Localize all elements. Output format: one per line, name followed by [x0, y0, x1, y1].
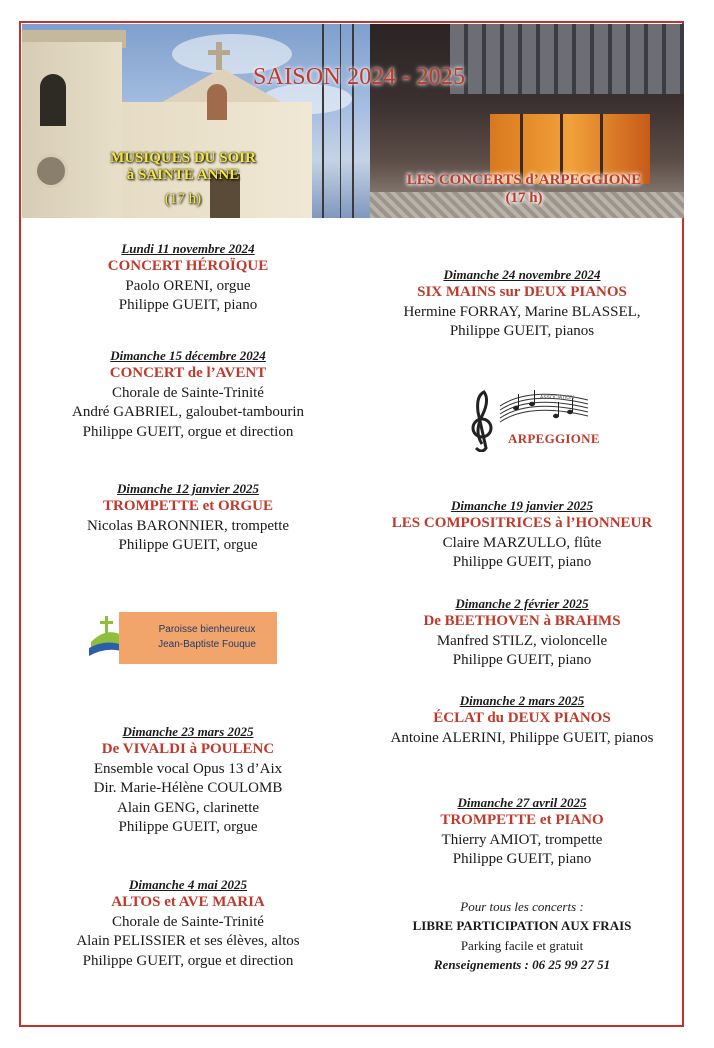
event-right-2 — [360, 497, 684, 573]
season-title: SAISON 2024 - 2025 — [253, 64, 466, 90]
event-left-2 — [30, 347, 346, 442]
event-performer: Thierry AMIOT, trompette — [441, 831, 603, 848]
event-performer: Manfred STILZ, violoncelle — [436, 632, 608, 649]
event-performer: Antoine ALERINI, Philippe GUEIT, pianos — [390, 729, 654, 746]
event-performer: Philippe GUEIT, orgue — [118, 537, 258, 553]
sainte-anne-title-line2: à SAINTE ANNE — [126, 167, 240, 183]
event-performer: Claire MARZULLO, flûte — [442, 534, 602, 551]
event-date: Dimanche 2 mars 2025 — [459, 693, 585, 708]
event-title: LES COMPOSITRICES à l’HONNEUR — [391, 515, 653, 531]
event-performer: Paolo ORENI, orgue — [125, 277, 251, 294]
event-performer: Chorale de Sainte-Trinité — [112, 384, 264, 401]
event-performer: Alain PELISSIER et ses élèves, altos — [76, 933, 300, 949]
event-date: Dimanche 12 janvier 2025 — [117, 481, 259, 496]
event-right-5 — [360, 794, 684, 870]
event-performer: Philippe GUEIT, piano — [118, 297, 258, 313]
event-date: Dimanche 4 mai 2025 — [128, 877, 248, 892]
church-photo — [22, 24, 370, 218]
event-title: TROMPETTE et ORGUE — [102, 498, 273, 514]
paroisse-logo — [87, 612, 277, 664]
event-date: Lundi 11 novembre 2024 — [121, 241, 255, 256]
paroisse-name-line2: Jean-Baptiste Fouque — [158, 639, 256, 650]
event-performer: Dir. Marie-Hélène COULOMB — [93, 780, 283, 796]
event-title: CONCERT de l’AVENT — [109, 365, 267, 381]
arpeggione-logo — [460, 386, 600, 452]
arpeggione-title: LES CONCERTS d’ARPEGGIONE — [406, 172, 642, 188]
sainte-anne-time: (17 h) — [164, 191, 202, 207]
event-date: Dimanche 24 novembre 2024 — [443, 267, 601, 282]
event-right-4 — [360, 692, 684, 748]
event-left-3 — [30, 480, 346, 556]
event-performer: Hermine FORRAY, Marine BLASSEL, — [403, 303, 641, 320]
event-left-5 — [30, 876, 346, 971]
event-performer: Philippe GUEIT, piano — [452, 652, 592, 668]
event-title: De VIVALDI à POULENC — [101, 741, 275, 757]
event-performer: Philippe GUEIT, piano — [452, 851, 592, 867]
event-performer: Philippe GUEIT, orgue et direction — [82, 423, 294, 440]
event-performer: Philippe GUEIT, orgue — [118, 819, 258, 835]
event-title: ÉCLAT du DEUX PIANOS — [433, 710, 611, 726]
event-performer: Ensemble vocal Opus 13 d’Aix — [93, 760, 283, 777]
event-performer: Alain GENG, clarinette — [116, 799, 260, 816]
event-date: Dimanche 2 février 2025 — [455, 596, 589, 611]
event-title: SIX MAINS sur DEUX PIANOS — [417, 284, 627, 300]
event-title: De BEETHOVEN à BRAHMS — [423, 613, 621, 629]
event-date: Dimanche 23 mars 2025 — [122, 724, 254, 739]
event-date: Dimanche 15 décembre 2024 — [110, 348, 266, 363]
event-title: CONCERT HÉROÏQUE — [107, 258, 269, 274]
event-date: Dimanche 19 janvier 2025 — [451, 498, 593, 513]
event-date: Dimanche 27 avril 2025 — [457, 795, 587, 810]
event-performer: Philippe GUEIT, piano — [452, 554, 592, 570]
event-performer: André GABRIEL, galoubet-tambourin — [71, 404, 305, 420]
event-title: ALTOS et AVE MARIA — [111, 894, 265, 910]
event-performer: Chorale de Sainte-Trinité — [112, 913, 264, 930]
event-left-4 — [30, 723, 346, 838]
info-parking: Parking facile et gratuit — [460, 938, 584, 953]
event-performer: Nicolas BARONNIER, trompette — [86, 517, 290, 534]
event-right-3 — [360, 595, 684, 671]
bell-window — [40, 74, 66, 126]
info-free-entry: LIBRE PARTICIPATION AUX FRAIS — [412, 918, 632, 933]
statue-niche — [207, 84, 227, 120]
arpeggione-association-label: ASSOCIATION — [540, 395, 574, 401]
info-block — [360, 897, 684, 975]
event-title: TROMPETTE et PIANO — [440, 812, 604, 828]
sainte-anne-title — [84, 150, 282, 184]
event-left-1 — [30, 240, 346, 316]
arpeggione-logo-name: ARPEGGIONE — [508, 431, 600, 446]
event-right-1 — [360, 266, 684, 342]
info-phone: Renseignements : 06 25 99 27 51 — [433, 957, 611, 972]
arpeggione-time: (17 h) — [505, 190, 543, 206]
paroisse-name-line1: Paroisse bienheureux — [158, 624, 256, 635]
info-intro: Pour tous les concerts : — [460, 899, 584, 914]
event-performer: Philippe GUEIT, orgue et direction — [82, 952, 294, 969]
event-performer: Philippe GUEIT, pianos — [449, 323, 595, 339]
cross-icon — [216, 42, 222, 70]
rose-window — [34, 154, 68, 188]
sainte-anne-title-line1: MUSIQUES DU SOIR — [110, 150, 256, 166]
